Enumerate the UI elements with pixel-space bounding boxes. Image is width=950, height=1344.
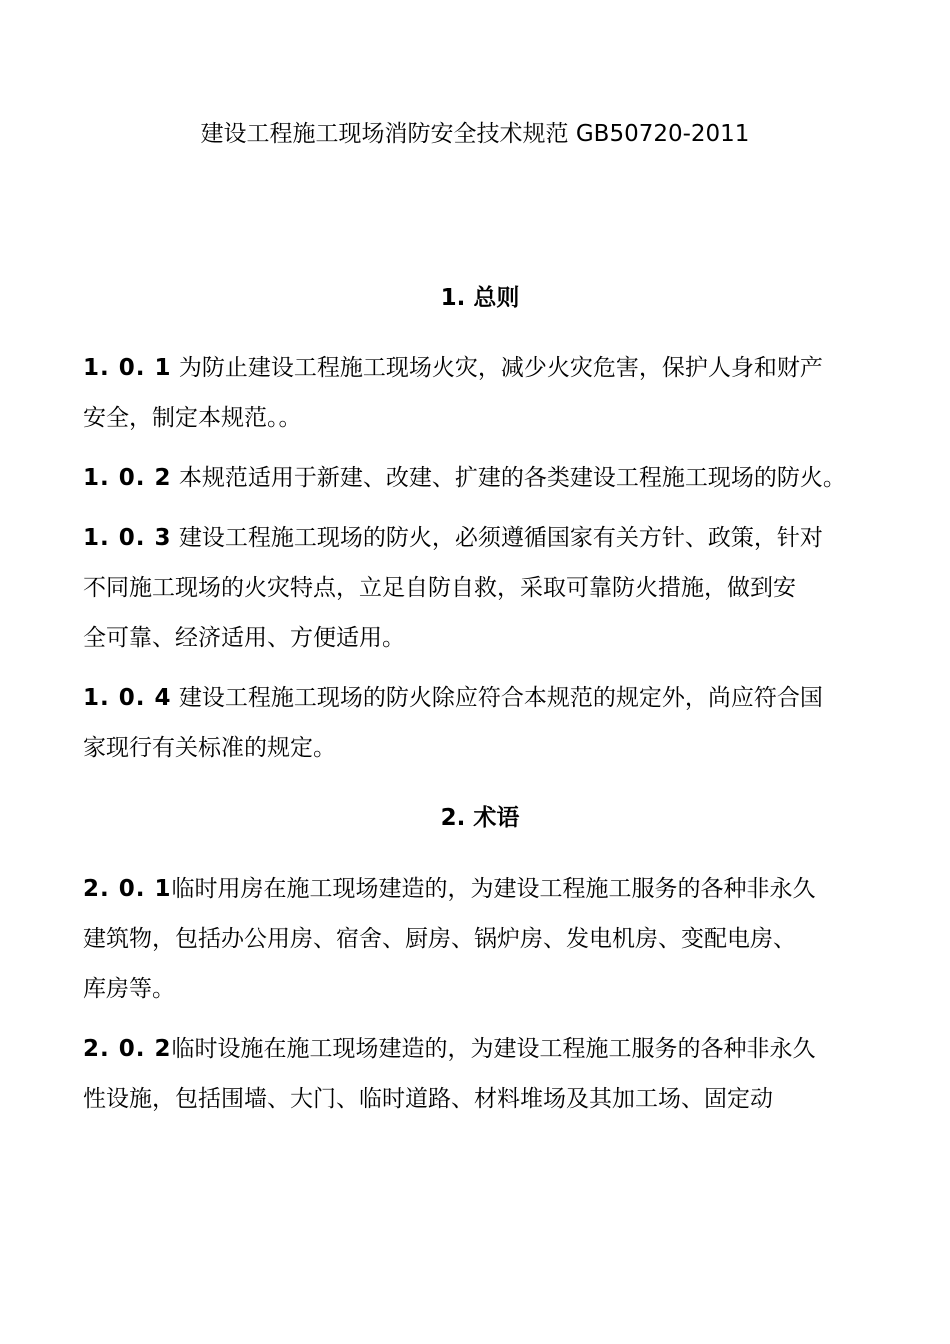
clause-line <box>83 1024 883 1074</box>
clause-line: 安全，制定本规范。。 <box>83 405 302 431</box>
clause-text: 建设工程施工现场的防火除应符合本规范的规定外，尚应符合国 <box>178 685 823 711</box>
clause-line: 建筑物，包括办公用房、宿舍、厨房、锅炉房、发电机房、变配电房、 <box>83 926 796 952</box>
clause-text: 临时设施在施工现场建造的，为建设工程施工服务的各种非永久 <box>171 1036 816 1062</box>
clause-number: 2. 0. 2 <box>83 1036 172 1062</box>
document-title: 建设工程施工现场消防安全技术规范 GB50720-2011 <box>200 121 750 147</box>
clause-line <box>83 864 883 914</box>
clause-1-0-1 <box>83 343 883 443</box>
clause-line: 性设施，包括围墙、大门、临时道路、材料堆场及其加工场、固定动 <box>83 1086 773 1112</box>
section-heading-terms: 2. 术语 <box>440 805 520 831</box>
clause-line <box>83 343 883 393</box>
clause-line <box>83 513 883 563</box>
clause-2-0-1 <box>83 864 883 1014</box>
clause-line <box>83 453 883 503</box>
clause-number: 1. 0. 1 <box>83 355 172 381</box>
clause-line: 全可靠、经济适用、方便适用。 <box>83 625 405 651</box>
clause-line: 库房等。 <box>83 976 175 1002</box>
clause-line <box>83 673 883 723</box>
clause-1-0-3 <box>83 513 883 663</box>
clause-line: 不同施工现场的火灾特点，立足自防自救，采取可靠防火措施，做到安 <box>83 575 796 601</box>
clause-text: 建设工程施工现场的防火，必须遵循国家有关方针、政策，针对 <box>178 525 823 551</box>
clause-2-0-2 <box>83 1024 883 1124</box>
section-heading-general: 1. 总则 <box>440 285 520 311</box>
clause-text: 临时用房在施工现场建造的，为建设工程施工服务的各种非永久 <box>171 876 816 902</box>
clause-line: 家现行有关标准的规定。 <box>83 735 336 761</box>
clause-text: 本规范适用于新建、改建、扩建的各类建设工程施工现场的防火。 <box>178 465 846 491</box>
clause-number: 2. 0. 1 <box>83 876 172 902</box>
clause-1-0-2 <box>83 453 883 503</box>
clause-1-0-4 <box>83 673 883 773</box>
clause-text: 为防止建设工程施工现场火灾，减少火灾危害，保护人身和财产 <box>178 355 823 381</box>
clause-number: 1. 0. 2 <box>83 465 172 491</box>
clause-number: 1. 0. 3 <box>83 525 172 551</box>
clause-number: 1. 0. 4 <box>83 685 172 711</box>
